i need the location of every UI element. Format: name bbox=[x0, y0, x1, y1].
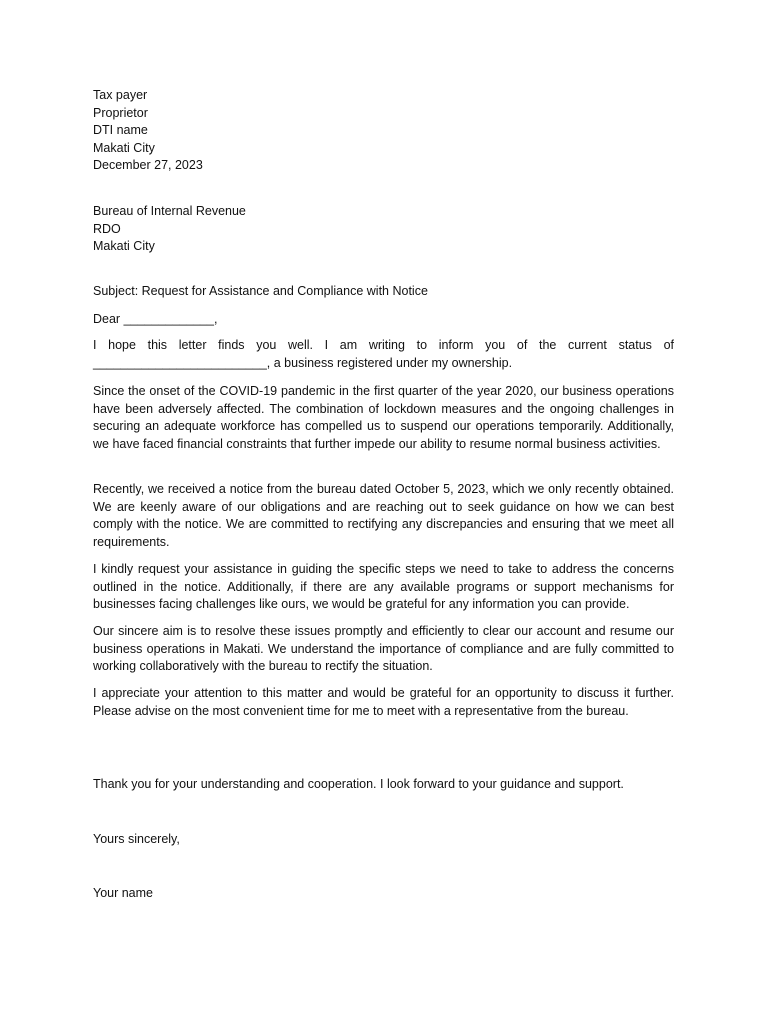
body-paragraph: I hope this letter finds you well. I am writing to inform you of the current status of _________________________, a business registered under my ownership. bbox=[93, 338, 674, 370]
body-paragraph: Our sincere aim is to resolve these issues promptly and efficiently to clear our account and resume our business operations in Makati. We understand the importance of compliance and are fully committed to working collaboratively with the bureau to rectify the situation. bbox=[93, 624, 674, 674]
body-paragraph: I kindly request your assistance in guiding the specific steps we need to take to address the concerns outlined in the notice. Additionally, if there are any available programs or support mechanisms for businesses facing challenges like ours, we would be grateful for any information you can provide. bbox=[93, 562, 674, 612]
thanks-line: Thank you for your understanding and cooperation. I look forward to your guidance and support. bbox=[93, 777, 624, 791]
sender-address bbox=[93, 87, 674, 175]
body-paragraph: Recently, we received a notice from the bureau dated October 5, 2023, which we only recently obtained. We are keenly aware of our obligations and are reaching out to seek guidance on how we can best comply with the notice. We are committed to rectifying any discrepancies and ensuring that we meet all requirements. bbox=[93, 482, 674, 549]
letter-date: December 27, 2023 bbox=[93, 158, 203, 173]
sender-line: Tax payer bbox=[93, 88, 148, 102]
salutation: Dear _____________, bbox=[93, 312, 218, 326]
subject-line: Subject: Request for Assistance and Compliance with Notice bbox=[93, 284, 428, 298]
closing: Yours sincerely, bbox=[93, 832, 180, 846]
recipient-address bbox=[93, 203, 674, 256]
body-paragraph: I appreciate your attention to this matter and would be grateful for an opportunity to discuss it further. Please advise on the most convenient time for me to meet with a representative from the bureau. bbox=[93, 686, 674, 718]
sender-line: Proprietor bbox=[93, 105, 148, 120]
recipient-line: Bureau of Internal Revenue bbox=[93, 204, 246, 218]
sender-line: Makati City bbox=[93, 140, 155, 155]
signature-name: Your name bbox=[93, 886, 153, 900]
body-paragraph: Since the onset of the COVID-19 pandemic in the first quarter of the year 2020, our business operations have been adversely affected. The combination of lockdown measures and the ongoing challenges in securing an adequate workforce has compelled us to suspend our operations temporarily. Additionally, we have faced financial constraints that further impede our ability to resume normal business activities. bbox=[93, 384, 674, 451]
recipient-line: RDO bbox=[93, 221, 121, 236]
recipient-line: Makati City bbox=[93, 239, 155, 254]
sender-line: DTI name bbox=[93, 123, 148, 138]
